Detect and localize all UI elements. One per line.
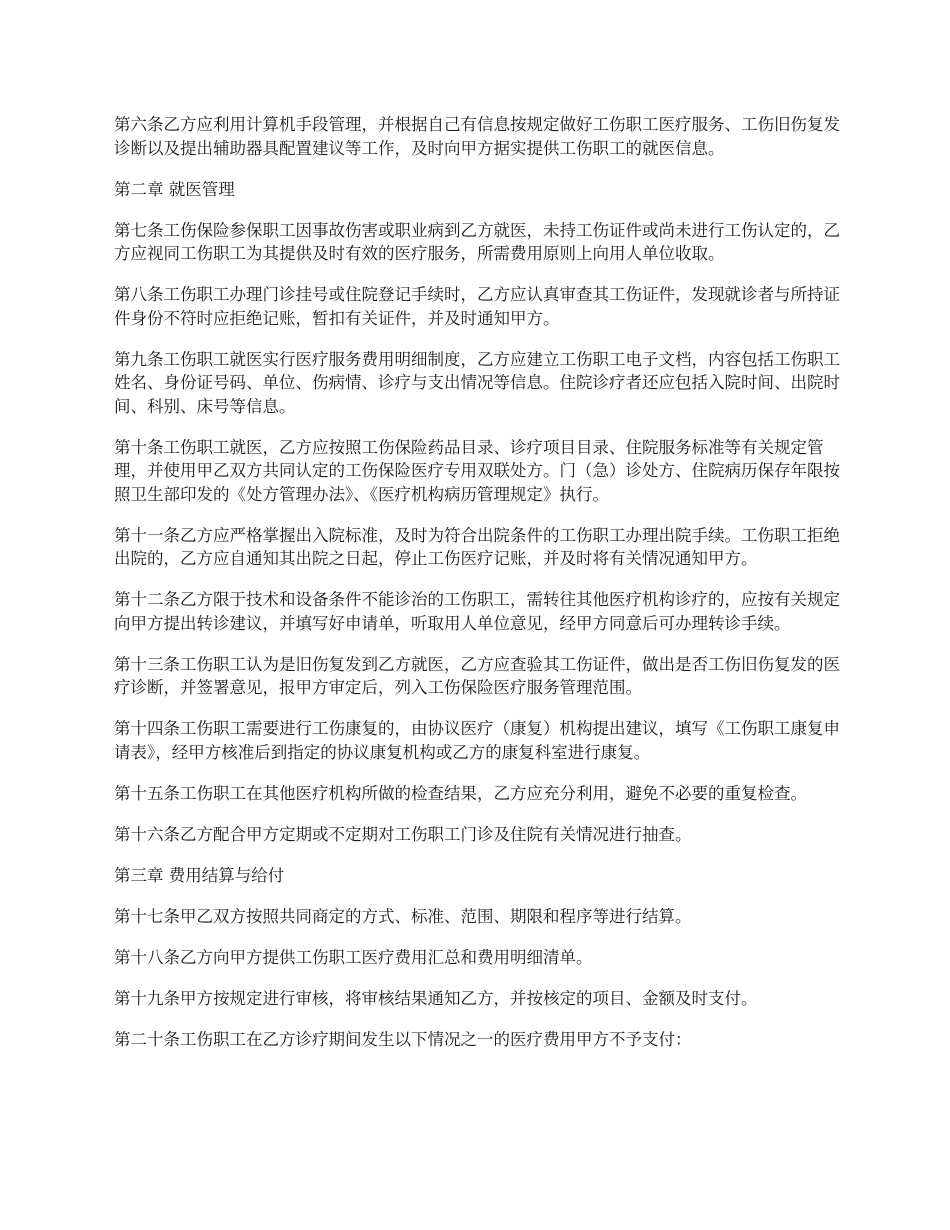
article-12: 第十二条乙方限于技术和设备条件不能诊治的工伤职工，需转往其他医疗机构诊疗的，应按有关规定向甲方提出转诊建议，并填写好申请单，听取用人单位意见，经甲方同意后可办理转诊手续。 — [114, 590, 840, 633]
article-7: 第七条工伤保险参保职工因事故伤害或职业病到乙方就医，未持工伤证件或尚未进行工伤认定的，乙方应视同工伤职工为其提供及时有效的医疗服务，所需费用原则上向用人单位收取。 — [114, 220, 840, 263]
article-17: 第十七条甲乙双方按照共同商定的方式、标准、范围、期限和程序等进行结算。 — [114, 906, 692, 926]
article-20: 第二十条工伤职工在乙方诊疗期间发生以下情况之一的医疗费用甲方不予支付： — [114, 1029, 692, 1049]
article-15: 第十五条工伤职工在其他医疗机构所做的检查结果，乙方应充分利用，避免不必要的重复检查。 — [114, 783, 807, 803]
article-18: 第十八条乙方向甲方提供工伤职工医疗费用汇总和费用明细清单。 — [114, 947, 593, 967]
article-6: 第六条乙方应利用计算机手段管理，并根据自己有信息按规定做好工伤职工医疗服务、工伤旧伤复发诊断以及提出辅助器具配置建议等工作，及时向甲方据实提供工伤职工的就医信息。 — [114, 115, 840, 158]
article-13: 第十三条工伤职工认为是旧伤复发到乙方就医，乙方应查验其工伤证件，做出是否工伤旧伤复发的医疗诊断，并签署意见，报甲方审定后，列入工伤保险医疗服务管理范围。 — [114, 654, 840, 697]
document-body — [114, 113, 850, 1069]
article-16: 第十六条乙方配合甲方定期或不定期对工伤职工门诊及住院有关情况进行抽查。 — [114, 824, 692, 844]
chapter-3-heading: 第三章 费用结算与给付 — [114, 865, 285, 885]
article-8: 第八条工伤职工办理门诊挂号或住院登记手续时，乙方应认真审查其工伤证件，发现就诊者与所持证件身份不符时应拒绝记账，暂扣有关证件，并及时通知甲方。 — [114, 285, 840, 328]
article-9: 第九条工伤职工就医实行医疗服务费用明细制度，乙方应建立工伤职工电子文档，内容包括工伤职工姓名、身份证号码、单位、伤病情、诊疗与支出情况等信息。住院诊疗者还应包括入院时间、出院时间、科别、床号等信息。 — [114, 349, 840, 416]
article-14: 第十四条工伤职工需要进行工伤康复的，由协议医疗（康复）机构提出建议，填写《工伤职工康复申请表》，经甲方核准后到指定的协议康复机构或乙方的康复科室进行康复。 — [114, 719, 840, 762]
article-11: 第十一条乙方应严格掌握出入院标准，及时为符合出院条件的工伤职工办理出院手续。工伤职工拒绝出院的，乙方应自通知其出院之日起，停止工伤医疗记账，并及时将有关情况通知甲方。 — [114, 525, 840, 568]
article-19: 第十九条甲方按规定进行审核，将审核结果通知乙方，并按核定的项目、金额及时支付。 — [114, 988, 758, 1008]
article-10: 第十条工伤职工就医，乙方应按照工伤保险药品目录、诊疗项目目录、住院服务标准等有关规定管理，并使用甲乙双方共同认定的工伤保险医疗专用双联处方。门（急）诊处方、住院病历保存年限按照卫生部印发的《处方管理办法》、《医疗机构病历管理规定》执行。 — [114, 437, 840, 504]
chapter-2-heading: 第二章 就医管理 — [114, 179, 235, 199]
